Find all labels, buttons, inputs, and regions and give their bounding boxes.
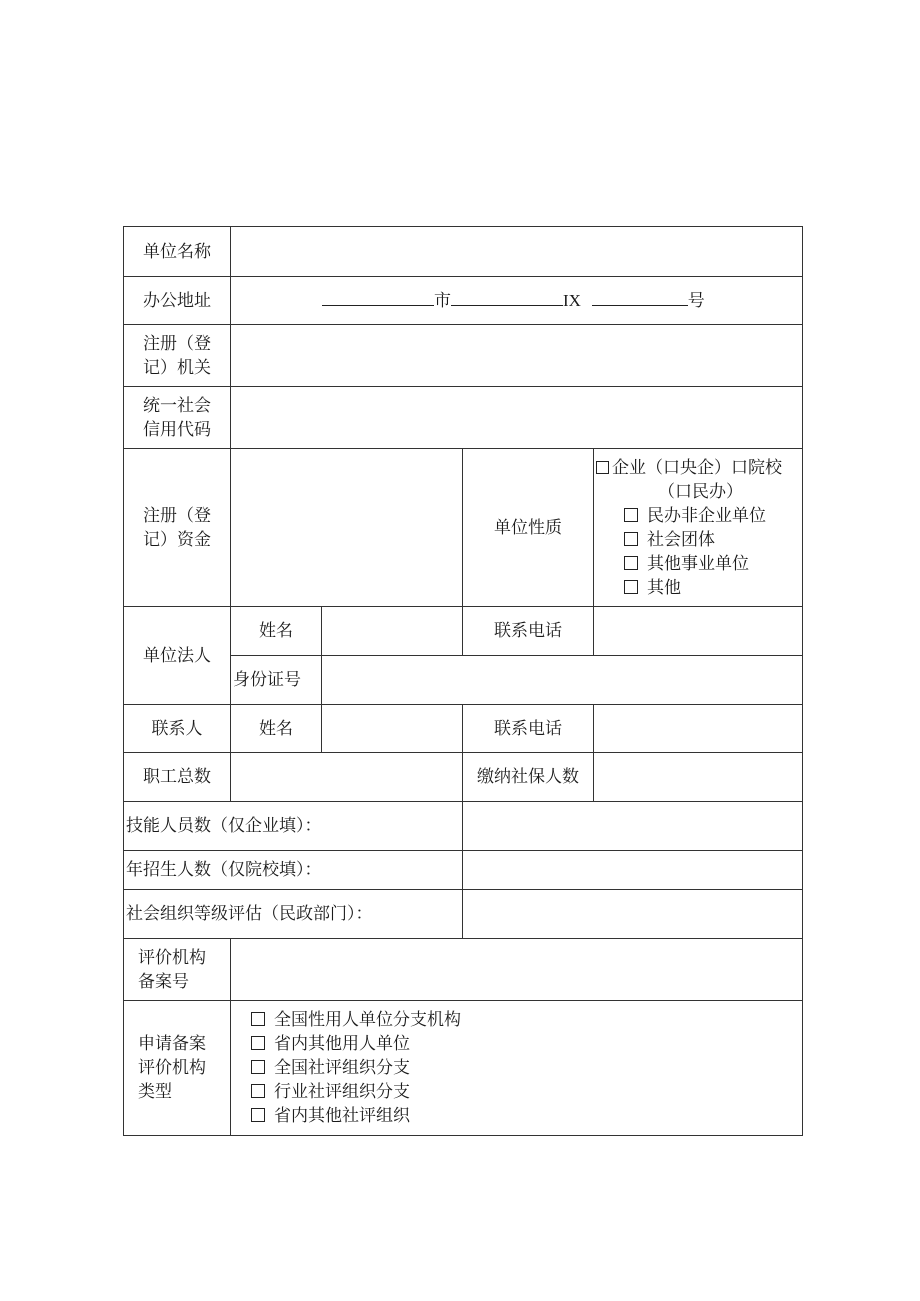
checkbox-icon[interactable] bbox=[251, 1108, 265, 1122]
total-staff-label: 职工总数 bbox=[124, 753, 231, 802]
contact-phone-field[interactable] bbox=[594, 705, 803, 753]
legal-phone-field[interactable] bbox=[594, 607, 803, 656]
number-suffix: 号 bbox=[687, 290, 705, 311]
eval-record-field[interactable] bbox=[231, 939, 803, 1001]
id-number-field[interactable] bbox=[322, 656, 803, 705]
nature-option-public-institution[interactable]: 其他事业单位 bbox=[624, 552, 800, 576]
legal-name-label: 姓名 bbox=[231, 607, 322, 656]
annual-enrollment-label: 年招生人数（仅院校填）： bbox=[124, 851, 463, 890]
apply-option-industry-social-org[interactable]: 行业社评组织分支 bbox=[251, 1080, 798, 1104]
annual-enrollment-field[interactable] bbox=[463, 851, 803, 890]
district-suffix: IX bbox=[563, 290, 581, 310]
district-blank[interactable] bbox=[451, 289, 563, 306]
credit-code-field[interactable] bbox=[231, 387, 803, 449]
id-number-label: 身份证号 bbox=[231, 656, 322, 705]
reg-authority-field[interactable] bbox=[231, 325, 803, 387]
checkbox-icon[interactable] bbox=[251, 1012, 265, 1026]
social-insurance-label: 缴纳社保人数 bbox=[463, 753, 594, 802]
registration-form bbox=[123, 226, 803, 1136]
apply-option-provincial-social-org[interactable]: 省内其他社评组织 bbox=[251, 1104, 798, 1128]
contact-label: 联系人 bbox=[124, 705, 231, 753]
reg-capital-label: 注册（登 记）资金 bbox=[124, 449, 231, 607]
nature-option-nonprofit[interactable]: 民办非企业单位 bbox=[624, 504, 800, 528]
checkbox-icon[interactable] bbox=[251, 1036, 265, 1050]
apply-option-provincial-employer[interactable]: 省内其他用人单位 bbox=[251, 1032, 798, 1056]
apply-type-options bbox=[231, 1001, 803, 1136]
total-staff-field[interactable] bbox=[231, 753, 463, 802]
checkbox-icon[interactable] bbox=[251, 1060, 265, 1074]
checkbox-icon[interactable] bbox=[251, 1084, 265, 1098]
unit-name-label: 单位名称 bbox=[124, 227, 231, 277]
nature-option-social-group[interactable]: 社会团体 bbox=[624, 528, 800, 552]
social-org-grade-label: 社会组织等级评估（民政部门）： bbox=[124, 890, 463, 939]
city-blank[interactable] bbox=[322, 289, 434, 306]
apply-option-national-social-org[interactable]: 全国社评组织分支 bbox=[251, 1056, 798, 1080]
unit-nature-label: 单位性质 bbox=[463, 449, 594, 607]
legal-phone-label: 联系电话 bbox=[463, 607, 594, 656]
number-blank[interactable] bbox=[592, 289, 688, 306]
contact-name-label: 姓名 bbox=[231, 705, 322, 753]
skilled-staff-label: 技能人员数（仅企业填）： bbox=[124, 802, 463, 851]
checkbox-icon[interactable] bbox=[624, 508, 638, 522]
contact-name-field[interactable] bbox=[322, 705, 463, 753]
apply-option-national-branch[interactable]: 全国性用人单位分支机构 bbox=[251, 1008, 798, 1032]
legal-name-field[interactable] bbox=[322, 607, 463, 656]
nature-option-other[interactable]: 其他 bbox=[624, 576, 800, 600]
office-address-label: 办公地址 bbox=[124, 277, 231, 325]
checkbox-icon[interactable] bbox=[624, 580, 638, 594]
reg-authority-label: 注册（登 记）机关 bbox=[124, 325, 231, 387]
contact-phone-label: 联系电话 bbox=[463, 705, 594, 753]
skilled-staff-field[interactable] bbox=[463, 802, 803, 851]
checkbox-icon[interactable] bbox=[624, 532, 638, 546]
credit-code-label: 统一社会 信用代码 bbox=[124, 387, 231, 449]
reg-capital-field[interactable] bbox=[231, 449, 463, 607]
unit-nature-options bbox=[594, 449, 803, 607]
legal-person-label: 单位法人 bbox=[124, 607, 231, 705]
social-org-grade-field[interactable] bbox=[463, 890, 803, 939]
nature-option-enterprise[interactable]: 企业（口央企）口院校 bbox=[596, 456, 800, 480]
nature-option-private: （口民办） bbox=[658, 481, 743, 502]
apply-type-label: 申请备案 评价机构 类型 bbox=[124, 1001, 231, 1136]
checkbox-icon[interactable] bbox=[596, 461, 609, 474]
checkbox-icon[interactable] bbox=[624, 556, 638, 570]
eval-record-label: 评价机构 备案号 bbox=[124, 939, 231, 1001]
social-insurance-field[interactable] bbox=[594, 753, 803, 802]
unit-name-field[interactable] bbox=[231, 227, 803, 277]
city-suffix: 市 bbox=[434, 290, 451, 311]
office-address-field[interactable] bbox=[231, 277, 803, 325]
